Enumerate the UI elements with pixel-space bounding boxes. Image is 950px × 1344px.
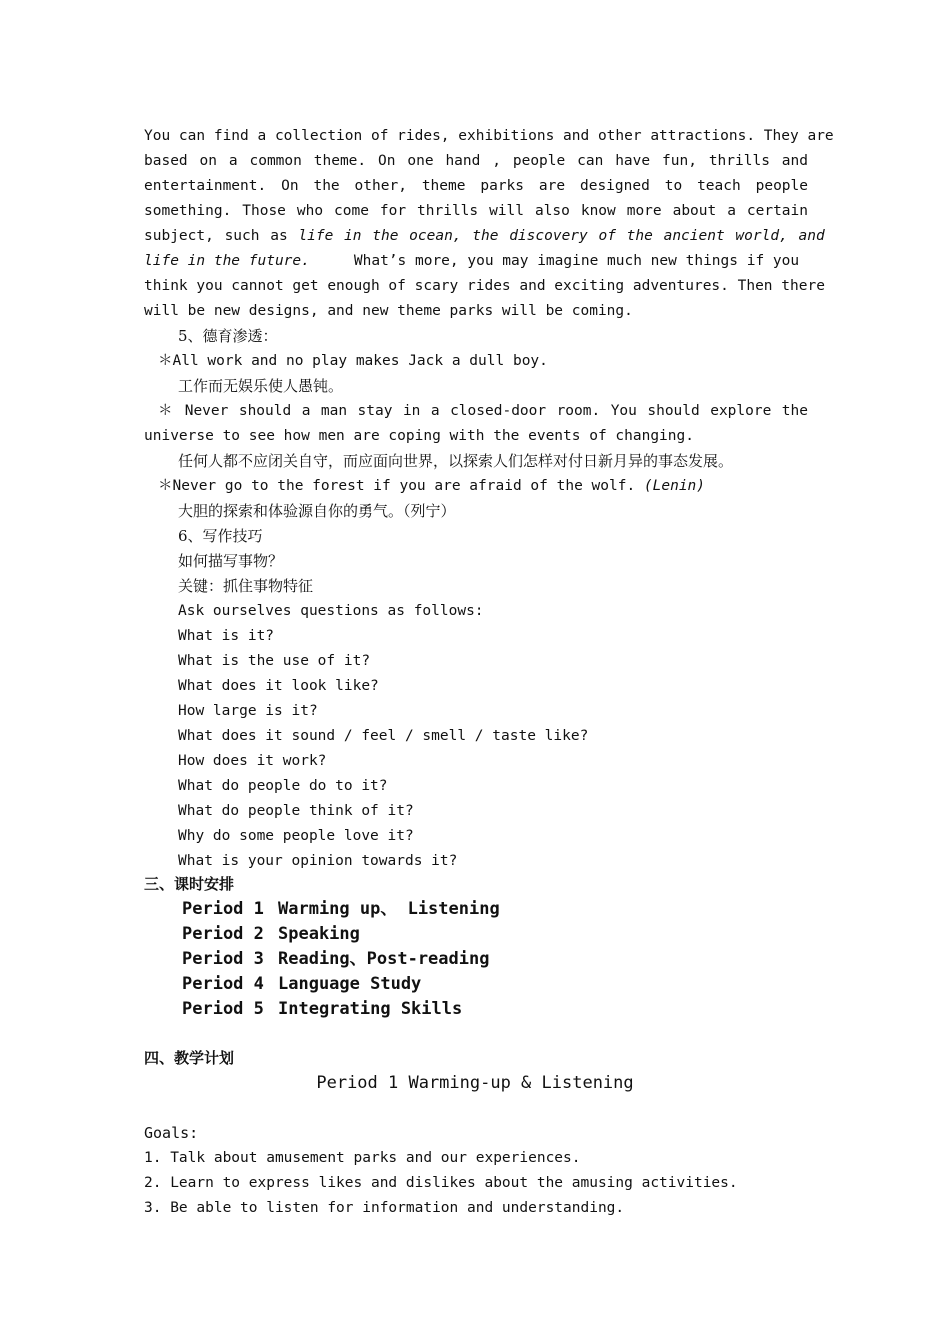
quote-3-translation: 大胆的探索和体验源自你的勇气。（列宁） [178,502,456,520]
quote-2-translation: 任何人都不应闭关自守，而应面向世界，以探索人们怎样对付日新月异的事态发展。 [178,452,734,470]
period-row-1 [182,897,500,922]
quote-1-translation: 工作而无娱乐使人愚钝。 [178,377,344,395]
writing-question: What does it look like? [178,678,379,694]
quote-2-line: universe to see how men are coping with the events of changing. [144,428,694,444]
quote-2-line: ＊ Never should a man stay in a closed-door room. You should explore the [158,403,808,419]
writing-question: How does it work? [178,753,327,769]
period-topic: Warming up、 Listening [278,899,500,919]
period-row-2 [182,922,360,947]
paragraph-line: think you cannot get enough of scary rides and exciting adventures. Then there [144,278,825,294]
period-number: Period 4 [182,974,264,994]
paragraph-line: based on a common theme. On one hand , people can have fun, thrills and [144,153,808,169]
writing-question: What does it sound / feel / smell / taste like? [178,728,589,744]
goal-item: 1. Talk about amusement parks and our experiences. [144,1150,581,1166]
writing-intro: Ask ourselves questions as follows: [178,603,484,619]
writing-question: How large is it? [178,703,318,719]
section-heading-schedule: 三、课时安排 [144,875,235,893]
section-heading-writing: 6、写作技巧 [178,527,263,545]
paragraph-text: What’s more, you may imagine much new things if you [353,253,800,269]
goals-label: Goals: [144,1124,199,1142]
period-number: Period 1 [182,899,264,919]
period-topic: Reading、Post-reading [278,949,490,969]
writing-question: What do people think of it? [178,803,414,819]
writing-subheading: 如何描写事物？ [178,552,284,570]
section-heading-plan: 四、教学计划 [144,1049,235,1067]
goal-item: 3. Be able to listen for information and understanding. [144,1200,625,1216]
section-heading-moral: 5、德育渗透： [178,327,278,345]
period-number: Period 3 [182,949,264,969]
writing-question: What is the use of it? [178,653,371,669]
period-topic: Integrating Skills [278,999,463,1019]
period-row-3 [182,947,489,972]
writing-question: What is your opinion towards it? [178,853,458,869]
paragraph-line: will be new designs, and new theme parks will be coming. [144,303,633,319]
writing-question: Why do some people love it? [178,828,414,844]
paragraph-italic-text: life in the future. [144,253,310,269]
period-number: Period 5 [182,999,264,1019]
period-row-4 [182,972,421,997]
paragraph-text: subject, such as [144,228,299,244]
quote-3-text: ＊Never go to the forest if you are afraid of the wolf. [158,478,644,494]
paragraph-italic-text: life in the ocean, the discovery of the ancient world, and [298,228,825,244]
paragraph-line [144,249,808,274]
period-number: Period 2 [182,924,264,944]
goal-item: 2. Learn to express likes and dislikes about the amusing activities. [144,1175,738,1191]
writing-key: 关键：抓住事物特征 [178,577,314,595]
quote-3-source: (Lenin) [643,478,706,494]
period-row-5 [182,997,462,1022]
quote-3 [158,474,808,499]
quote-1: ＊All work and no play makes Jack a dull boy. [158,353,548,369]
paragraph-line [144,224,825,249]
period-title: Period 1 Warming-up & Listening [316,1073,634,1093]
period-topic: Language Study [278,974,422,994]
paragraph-line: something. Those who come for thrills will also know more about a certain [144,203,808,219]
writing-question: What is it? [178,628,275,644]
paragraph-line: entertainment. On the other, theme parks are designed to teach people [144,178,808,194]
writing-question: What do people do to it? [178,778,388,794]
period-topic: Speaking [278,924,360,944]
paragraph-line: You can find a collection of rides, exhibitions and other attractions. They are [144,128,834,144]
